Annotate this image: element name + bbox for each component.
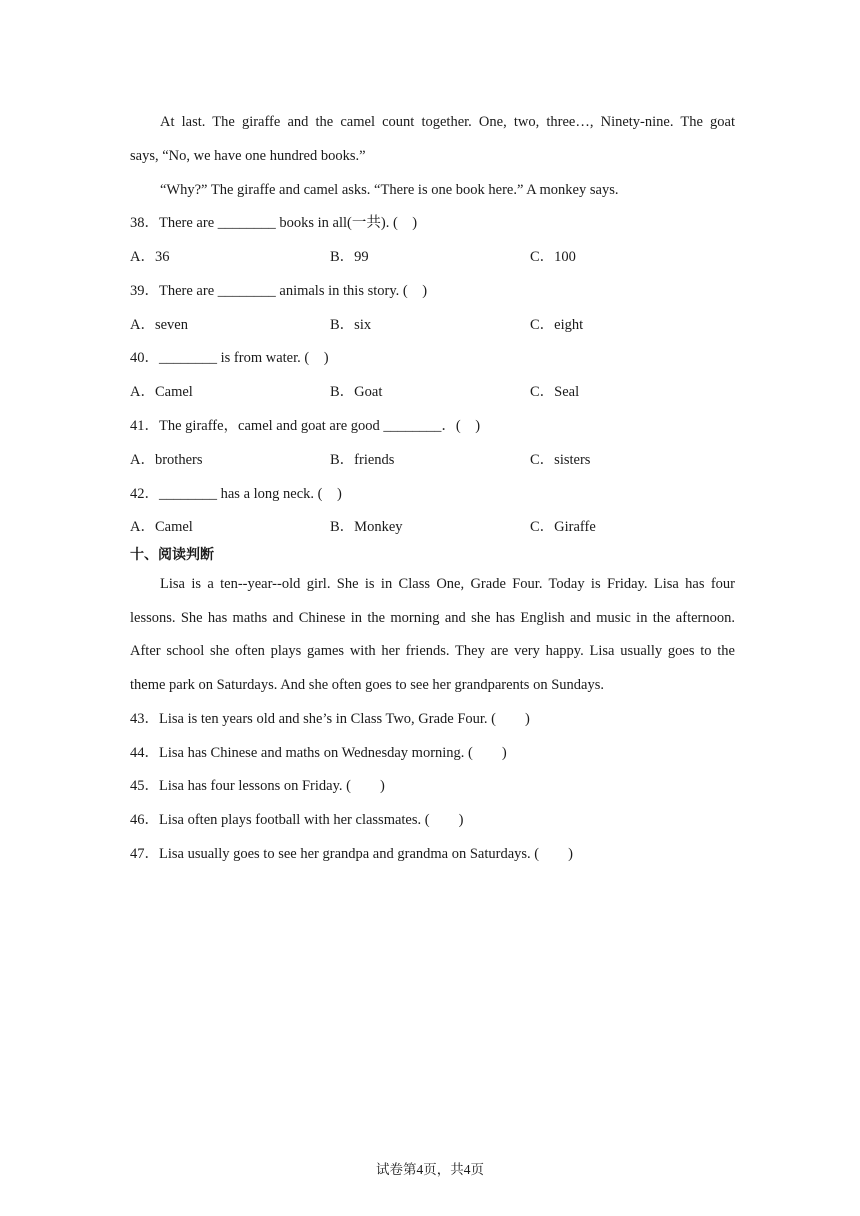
passage1-line3: “Why?” The giraffe and camel asks. “There is one book here.” A monkey says. <box>160 182 619 198</box>
question-39-option-c: C．eight <box>530 317 584 333</box>
question-42-option-b: B．Monkey <box>330 519 403 535</box>
passage1-line2: says, “No, we have one hundred books.” <box>130 148 366 164</box>
question-41-option-c: C．sisters <box>530 452 591 468</box>
question-39-stem: 39．There are ________ animals in this story. ( ) <box>130 283 428 299</box>
question-45: 45．Lisa has four lessons on Friday. ( ) <box>130 778 385 794</box>
question-40-option-c: C．Seal <box>530 384 580 400</box>
passage2-line1: Lisa is a ten--year--old girl. She is in Class One, Grade Four. Today is Friday. Lisa has four <box>160 576 735 592</box>
question-38-option-c: C．100 <box>530 249 576 265</box>
passage2-line4: theme park on Saturdays. And she often goes to see her grandparents on Sundays. <box>130 677 604 693</box>
page-footer: 试卷第4页，共4页 <box>376 1162 484 1177</box>
passage1-line1: At last. The giraffe and the camel count together. One, two, three…, Ninety-nine. The goat <box>160 114 735 130</box>
question-39-option-b: B．six <box>330 317 372 333</box>
question-39-option-a: A．seven <box>130 317 188 333</box>
question-40-stem: 40．________ is from water. ( ) <box>130 350 329 366</box>
question-42-option-a: A．Camel <box>130 519 193 535</box>
question-38-stem: 38．There are ________ books in all(一共). ( ) <box>130 215 418 231</box>
section-title: 十、阅读判断 <box>130 547 214 563</box>
passage2-line2: lessons. She has maths and Chinese in the morning and she has English and music in the afternoon. <box>130 610 735 626</box>
question-42-stem: 42．________ has a long neck. ( ) <box>130 486 342 502</box>
question-41-option-a: A．brothers <box>130 452 203 468</box>
question-40-option-b: B．Goat <box>330 384 383 400</box>
question-42-option-c: C．Giraffe <box>530 519 596 535</box>
question-43: 43．Lisa is ten years old and she’s in Class Two, Grade Four. ( ) <box>130 711 530 727</box>
question-38-option-a: A．36 <box>130 249 170 265</box>
question-47: 47．Lisa usually goes to see her grandpa and grandma on Saturdays. ( ) <box>130 846 573 862</box>
question-41-option-b: B．friends <box>330 452 395 468</box>
question-41-stem: 41．The giraffe，camel and goat are good ________．( ) <box>130 418 481 434</box>
question-40-option-a: A．Camel <box>130 384 193 400</box>
question-46: 46．Lisa often plays football with her classmates. ( ) <box>130 812 464 828</box>
question-44: 44．Lisa has Chinese and maths on Wednesday morning. ( ) <box>130 745 507 761</box>
passage2-line3: After school she often plays games with her friends. They are very happy. Lisa usually goes to the <box>130 643 735 659</box>
question-38-option-b: B．99 <box>330 249 369 265</box>
